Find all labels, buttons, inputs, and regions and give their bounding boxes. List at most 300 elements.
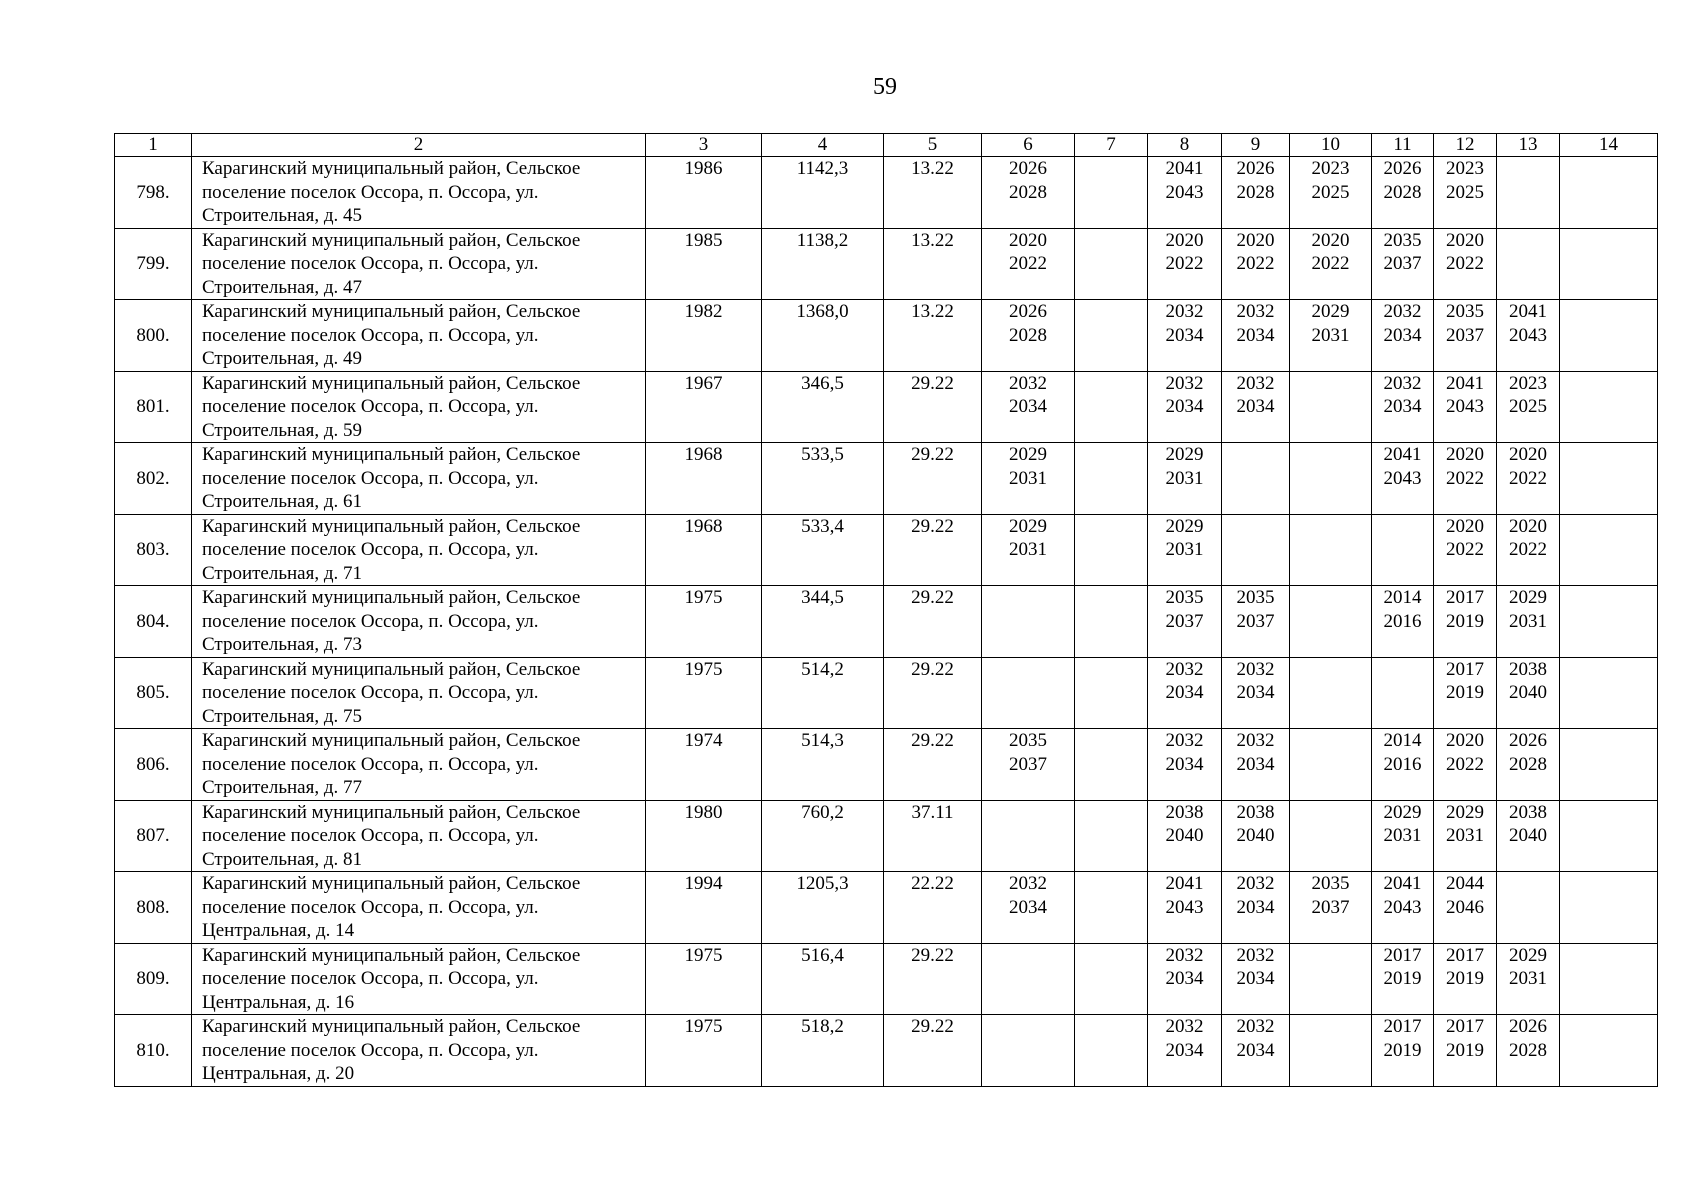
year-start: 2041	[1383, 873, 1422, 894]
year-end: 2022	[1311, 253, 1350, 274]
year-start: 2035	[1165, 587, 1204, 608]
area-cell: 1138,2	[762, 228, 884, 300]
period-cell-9	[1222, 943, 1290, 1015]
period-cell-12	[1434, 872, 1497, 944]
period-cell-14	[1560, 371, 1658, 443]
year-built-cell: 1980	[646, 800, 762, 872]
period-cell-10	[1290, 157, 1372, 229]
period-cell-9	[1222, 657, 1290, 729]
period-cell-10	[1290, 729, 1372, 801]
period-cell-13	[1497, 157, 1560, 229]
period-cell-8	[1148, 586, 1222, 658]
period-cell-9	[1222, 729, 1290, 801]
year-end: 2034	[1165, 396, 1204, 417]
header-row	[115, 134, 1658, 157]
code-cell: 13.22	[884, 157, 982, 229]
period-cell-12	[1434, 586, 1497, 658]
year-end: 2034	[1165, 324, 1204, 346]
year-built-cell: 1982	[646, 300, 762, 372]
year-start: 2026	[1009, 301, 1047, 322]
period-cell-9	[1222, 443, 1290, 515]
period-cell-13	[1497, 943, 1560, 1015]
header-cell: 5	[884, 134, 982, 157]
year-end: 2034	[1236, 968, 1275, 989]
year-end: 2022	[1446, 753, 1484, 775]
header-cell: 3	[646, 134, 762, 157]
address-cell: Карагинский муниципальный район, Сельское поселение поселок Оссора, п. Оссора, ул. Центральная, д. 16	[192, 943, 646, 1015]
year-end: 2019	[1446, 1039, 1484, 1061]
year-start: 2020	[1446, 229, 1484, 251]
period-cell-11	[1372, 586, 1434, 658]
period-cell-7	[1075, 443, 1148, 515]
period-cell-12	[1434, 657, 1497, 729]
period-cell-7	[1075, 729, 1148, 801]
area-cell: 344,5	[762, 586, 884, 658]
year-end: 2031	[1009, 539, 1047, 560]
period-cell-6	[982, 800, 1075, 872]
period-cell-12	[1434, 943, 1497, 1015]
row-number: 798.	[115, 157, 192, 229]
year-start: 2026	[1009, 158, 1047, 179]
year-start: 2029	[1509, 587, 1547, 608]
year-start: 2038	[1509, 658, 1547, 680]
year-start: 2017	[1383, 944, 1422, 966]
row-number: 805.	[115, 657, 192, 729]
year-end: 2046	[1446, 896, 1484, 918]
address-cell: Карагинский муниципальный район, Сельское поселение поселок Оссора, п. Оссора, ул. Центральная, д. 20	[192, 1015, 646, 1087]
year-end: 2034	[1236, 682, 1275, 703]
period-cell-11	[1372, 443, 1434, 515]
row-number: 809.	[115, 943, 192, 1015]
period-cell-14	[1560, 943, 1658, 1015]
period-cell-14	[1560, 228, 1658, 300]
year-start: 2020	[1509, 515, 1547, 537]
period-cell-8	[1148, 943, 1222, 1015]
year-end: 2040	[1236, 825, 1275, 846]
year-end: 2043	[1383, 467, 1422, 489]
year-start: 2032	[1236, 730, 1275, 751]
year-built-cell: 1968	[646, 514, 762, 586]
period-cell-11	[1372, 872, 1434, 944]
period-cell-11	[1372, 1015, 1434, 1087]
year-end: 2034	[1236, 753, 1275, 775]
period-cell-7	[1075, 228, 1148, 300]
area-cell: 1368,0	[762, 300, 884, 372]
year-start: 2020	[1446, 730, 1484, 751]
year-start: 2032	[1236, 944, 1275, 966]
period-cell-11	[1372, 371, 1434, 443]
period-cell-6	[982, 514, 1075, 586]
code-cell: 13.22	[884, 228, 982, 300]
year-end: 2028	[1009, 181, 1047, 203]
year-end: 2019	[1446, 968, 1484, 989]
year-end: 2022	[1446, 253, 1484, 274]
period-cell-14	[1560, 729, 1658, 801]
year-start: 2038	[1165, 801, 1204, 823]
year-end: 2031	[1509, 968, 1547, 989]
period-cell-9	[1222, 872, 1290, 944]
table-row	[115, 300, 1658, 372]
year-start: 2035	[1446, 301, 1484, 322]
year-end: 2031	[1509, 610, 1547, 632]
year-end: 2034	[1383, 396, 1422, 417]
period-cell-8	[1148, 443, 1222, 515]
year-start: 2041	[1383, 444, 1422, 465]
year-start: 2035	[1383, 229, 1422, 251]
table-row	[115, 729, 1658, 801]
code-cell: 29.22	[884, 1015, 982, 1087]
period-cell-9	[1222, 300, 1290, 372]
period-cell-14	[1560, 872, 1658, 944]
year-end: 2031	[1383, 825, 1422, 846]
period-cell-11	[1372, 943, 1434, 1015]
period-cell-6	[982, 1015, 1075, 1087]
period-cell-7	[1075, 943, 1148, 1015]
header-cell: 10	[1290, 134, 1372, 157]
address-cell: Карагинский муниципальный район, Сельское поселение поселок Оссора, п. Оссора, ул. Строительная, д. 59	[192, 371, 646, 443]
row-number: 803.	[115, 514, 192, 586]
table-row	[115, 443, 1658, 515]
period-cell-9	[1222, 1015, 1290, 1087]
year-start: 2032	[1236, 658, 1275, 680]
table-row	[115, 657, 1658, 729]
year-start: 2029	[1009, 444, 1047, 465]
year-end: 2043	[1165, 181, 1204, 203]
header-cell: 14	[1560, 134, 1658, 157]
area-cell: 346,5	[762, 371, 884, 443]
period-cell-14	[1560, 586, 1658, 658]
year-end: 2028	[1383, 181, 1422, 203]
period-cell-6	[982, 228, 1075, 300]
area-cell: 1205,3	[762, 872, 884, 944]
period-cell-10	[1290, 1015, 1372, 1087]
year-end: 2034	[1383, 324, 1422, 346]
year-start: 2032	[1383, 301, 1422, 322]
code-cell: 29.22	[884, 943, 982, 1015]
code-cell: 29.22	[884, 443, 982, 515]
period-cell-8	[1148, 729, 1222, 801]
year-start: 2032	[1009, 873, 1047, 894]
period-cell-7	[1075, 514, 1148, 586]
year-built-cell: 1974	[646, 729, 762, 801]
year-start: 2032	[1236, 372, 1275, 394]
period-cell-11	[1372, 657, 1434, 729]
year-start: 2032	[1165, 944, 1204, 966]
year-start: 2029	[1311, 301, 1350, 322]
period-cell-10	[1290, 371, 1372, 443]
area-cell: 514,2	[762, 657, 884, 729]
year-start: 2038	[1236, 801, 1275, 823]
year-end: 2025	[1509, 396, 1547, 417]
year-end: 2043	[1446, 396, 1484, 417]
year-end: 2040	[1165, 825, 1204, 846]
year-end: 2022	[1236, 253, 1275, 274]
year-start: 2041	[1446, 372, 1484, 394]
period-cell-14	[1560, 657, 1658, 729]
year-end: 2037	[1009, 753, 1047, 775]
period-cell-9	[1222, 800, 1290, 872]
year-end: 2037	[1165, 610, 1204, 632]
year-end: 2037	[1446, 324, 1484, 346]
period-cell-13	[1497, 872, 1560, 944]
period-cell-7	[1075, 1015, 1148, 1087]
period-cell-12	[1434, 300, 1497, 372]
period-cell-13	[1497, 228, 1560, 300]
year-end: 2034	[1009, 396, 1047, 417]
year-start: 2020	[1446, 515, 1484, 537]
year-end: 2016	[1383, 610, 1422, 632]
year-start: 2017	[1446, 944, 1484, 966]
address-cell: Карагинский муниципальный район, Сельское поселение поселок Оссора, п. Оссора, ул. Строительная, д. 47	[192, 228, 646, 300]
data-table	[114, 133, 1658, 1087]
period-cell-6	[982, 300, 1075, 372]
year-start: 2029	[1509, 944, 1547, 966]
period-cell-6	[982, 157, 1075, 229]
period-cell-13	[1497, 371, 1560, 443]
year-end: 2034	[1236, 324, 1275, 346]
period-cell-10	[1290, 943, 1372, 1015]
year-end: 2034	[1236, 896, 1275, 918]
period-cell-8	[1148, 872, 1222, 944]
year-end: 2040	[1509, 825, 1547, 846]
period-cell-10	[1290, 443, 1372, 515]
row-number: 810.	[115, 1015, 192, 1087]
period-cell-6	[982, 443, 1075, 515]
address-cell: Карагинский муниципальный район, Сельское поселение поселок Оссора, п. Оссора, ул. Строительная, д. 71	[192, 514, 646, 586]
year-start: 2035	[1009, 730, 1047, 751]
year-end: 2022	[1009, 253, 1047, 274]
year-end: 2016	[1383, 753, 1422, 775]
year-start: 2026	[1509, 730, 1547, 751]
year-end: 2028	[1236, 181, 1275, 203]
year-start: 2032	[1383, 372, 1422, 394]
year-start: 2017	[1446, 658, 1484, 680]
year-end: 2034	[1165, 968, 1204, 989]
year-start: 2020	[1509, 444, 1547, 465]
year-start: 2041	[1165, 873, 1204, 894]
year-start: 2026	[1509, 1016, 1547, 1037]
area-cell: 1142,3	[762, 157, 884, 229]
table-row	[115, 800, 1658, 872]
period-cell-10	[1290, 657, 1372, 729]
period-cell-14	[1560, 800, 1658, 872]
year-start: 2029	[1165, 515, 1204, 537]
year-end: 2034	[1165, 753, 1204, 775]
year-start: 2026	[1383, 158, 1422, 179]
area-cell: 533,5	[762, 443, 884, 515]
period-cell-13	[1497, 443, 1560, 515]
year-end: 2031	[1446, 825, 1484, 846]
year-start: 2017	[1446, 587, 1484, 608]
year-end: 2022	[1446, 539, 1484, 560]
year-start: 2032	[1165, 730, 1204, 751]
row-number: 808.	[115, 872, 192, 944]
year-start: 2041	[1509, 301, 1547, 322]
period-cell-13	[1497, 800, 1560, 872]
period-cell-7	[1075, 872, 1148, 944]
year-end: 2043	[1509, 324, 1547, 346]
period-cell-11	[1372, 228, 1434, 300]
year-built-cell: 1975	[646, 586, 762, 658]
period-cell-11	[1372, 514, 1434, 586]
table-row	[115, 586, 1658, 658]
year-end: 2031	[1009, 467, 1047, 489]
period-cell-14	[1560, 1015, 1658, 1087]
area-cell: 514,3	[762, 729, 884, 801]
code-cell: 37.11	[884, 800, 982, 872]
period-cell-14	[1560, 443, 1658, 515]
period-cell-8	[1148, 514, 1222, 586]
period-cell-13	[1497, 586, 1560, 658]
page-number: 59	[873, 74, 897, 100]
year-built-cell: 1985	[646, 228, 762, 300]
year-end: 2043	[1165, 896, 1204, 918]
year-start: 2029	[1165, 444, 1204, 465]
year-start: 2014	[1383, 730, 1422, 751]
period-cell-8	[1148, 157, 1222, 229]
period-cell-13	[1497, 514, 1560, 586]
period-cell-8	[1148, 657, 1222, 729]
period-cell-9	[1222, 157, 1290, 229]
row-number: 800.	[115, 300, 192, 372]
year-start: 2032	[1165, 372, 1204, 394]
period-cell-6	[982, 657, 1075, 729]
address-cell: Карагинский муниципальный район, Сельское поселение поселок Оссора, п. Оссора, ул. Строительная, д. 61	[192, 443, 646, 515]
period-cell-7	[1075, 657, 1148, 729]
code-cell: 22.22	[884, 872, 982, 944]
year-end: 2037	[1311, 896, 1350, 918]
year-end: 2031	[1311, 324, 1350, 346]
table-row	[115, 228, 1658, 300]
period-cell-11	[1372, 300, 1434, 372]
year-start: 2035	[1236, 587, 1275, 608]
year-start: 2014	[1383, 587, 1422, 608]
period-cell-12	[1434, 371, 1497, 443]
period-cell-11	[1372, 157, 1434, 229]
year-built-cell: 1975	[646, 943, 762, 1015]
period-cell-10	[1290, 800, 1372, 872]
period-cell-11	[1372, 729, 1434, 801]
header-cell: 12	[1434, 134, 1497, 157]
period-cell-13	[1497, 300, 1560, 372]
period-cell-7	[1075, 300, 1148, 372]
table-row	[115, 943, 1658, 1015]
year-end: 2040	[1509, 682, 1547, 703]
period-cell-8	[1148, 228, 1222, 300]
year-start: 2020	[1311, 229, 1350, 251]
header-cell: 13	[1497, 134, 1560, 157]
period-cell-7	[1075, 371, 1148, 443]
table-row	[115, 371, 1658, 443]
row-number: 806.	[115, 729, 192, 801]
address-cell: Карагинский муниципальный район, Сельское поселение поселок Оссора, п. Оссора, ул. Строительная, д. 73	[192, 586, 646, 658]
year-start: 2023	[1311, 158, 1350, 179]
period-cell-14	[1560, 157, 1658, 229]
row-number: 801.	[115, 371, 192, 443]
period-cell-14	[1560, 300, 1658, 372]
header-cell: 7	[1075, 134, 1148, 157]
year-start: 2032	[1236, 873, 1275, 894]
year-start: 2044	[1446, 873, 1484, 894]
address-cell: Карагинский муниципальный район, Сельское поселение поселок Оссора, п. Оссора, ул. Строительная, д. 45	[192, 157, 646, 229]
year-start: 2032	[1165, 301, 1204, 322]
year-start: 2032	[1236, 1016, 1275, 1037]
year-start: 2026	[1236, 158, 1275, 179]
year-end: 2034	[1009, 896, 1047, 918]
year-end: 2025	[1446, 181, 1484, 203]
year-end: 2019	[1383, 1039, 1422, 1061]
address-cell: Карагинский муниципальный район, Сельское поселение поселок Оссора, п. Оссора, ул. Строительная, д. 49	[192, 300, 646, 372]
code-cell: 13.22	[884, 300, 982, 372]
year-start: 2023	[1446, 158, 1484, 179]
year-end: 2022	[1509, 467, 1547, 489]
year-end: 2019	[1446, 682, 1484, 703]
period-cell-8	[1148, 1015, 1222, 1087]
year-start: 2032	[1165, 658, 1204, 680]
year-start: 2020	[1165, 229, 1204, 251]
row-number: 804.	[115, 586, 192, 658]
period-cell-14	[1560, 514, 1658, 586]
table-row	[115, 514, 1658, 586]
area-cell: 518,2	[762, 1015, 884, 1087]
year-start: 2035	[1311, 873, 1350, 894]
year-start: 2029	[1009, 515, 1047, 537]
area-cell: 533,4	[762, 514, 884, 586]
year-end: 2022	[1165, 253, 1204, 274]
year-end: 2034	[1165, 1039, 1204, 1061]
period-cell-6	[982, 371, 1075, 443]
year-start: 2023	[1509, 372, 1547, 394]
row-number: 807.	[115, 800, 192, 872]
period-cell-6	[982, 872, 1075, 944]
year-start: 2017	[1446, 1016, 1484, 1037]
period-cell-12	[1434, 800, 1497, 872]
year-end: 2034	[1165, 682, 1204, 703]
year-start: 2032	[1009, 372, 1047, 394]
code-cell: 29.22	[884, 514, 982, 586]
year-end: 2019	[1383, 968, 1422, 989]
period-cell-12	[1434, 514, 1497, 586]
period-cell-12	[1434, 1015, 1497, 1087]
year-start: 2032	[1236, 301, 1275, 322]
year-end: 2028	[1509, 1039, 1547, 1061]
year-built-cell: 1975	[646, 657, 762, 729]
table-row	[115, 1015, 1658, 1087]
period-cell-13	[1497, 729, 1560, 801]
period-cell-13	[1497, 1015, 1560, 1087]
code-cell: 29.22	[884, 371, 982, 443]
period-cell-12	[1434, 157, 1497, 229]
year-start: 2020	[1009, 229, 1047, 251]
year-end: 2019	[1446, 610, 1484, 632]
year-end: 2037	[1236, 610, 1275, 632]
header-cell: 6	[982, 134, 1075, 157]
address-cell: Карагинский муниципальный район, Сельское поселение поселок Оссора, п. Оссора, ул. Строительная, д. 75	[192, 657, 646, 729]
period-cell-12	[1434, 228, 1497, 300]
year-built-cell: 1968	[646, 443, 762, 515]
period-cell-6	[982, 586, 1075, 658]
row-number: 802.	[115, 443, 192, 515]
period-cell-13	[1497, 657, 1560, 729]
address-cell: Карагинский муниципальный район, Сельское поселение поселок Оссора, п. Оссора, ул. Строительная, д. 81	[192, 800, 646, 872]
table-row	[115, 157, 1658, 229]
year-end: 2022	[1446, 467, 1484, 489]
year-start: 2017	[1383, 1016, 1422, 1037]
period-cell-12	[1434, 729, 1497, 801]
area-cell: 760,2	[762, 800, 884, 872]
code-cell: 29.22	[884, 729, 982, 801]
period-cell-8	[1148, 371, 1222, 443]
